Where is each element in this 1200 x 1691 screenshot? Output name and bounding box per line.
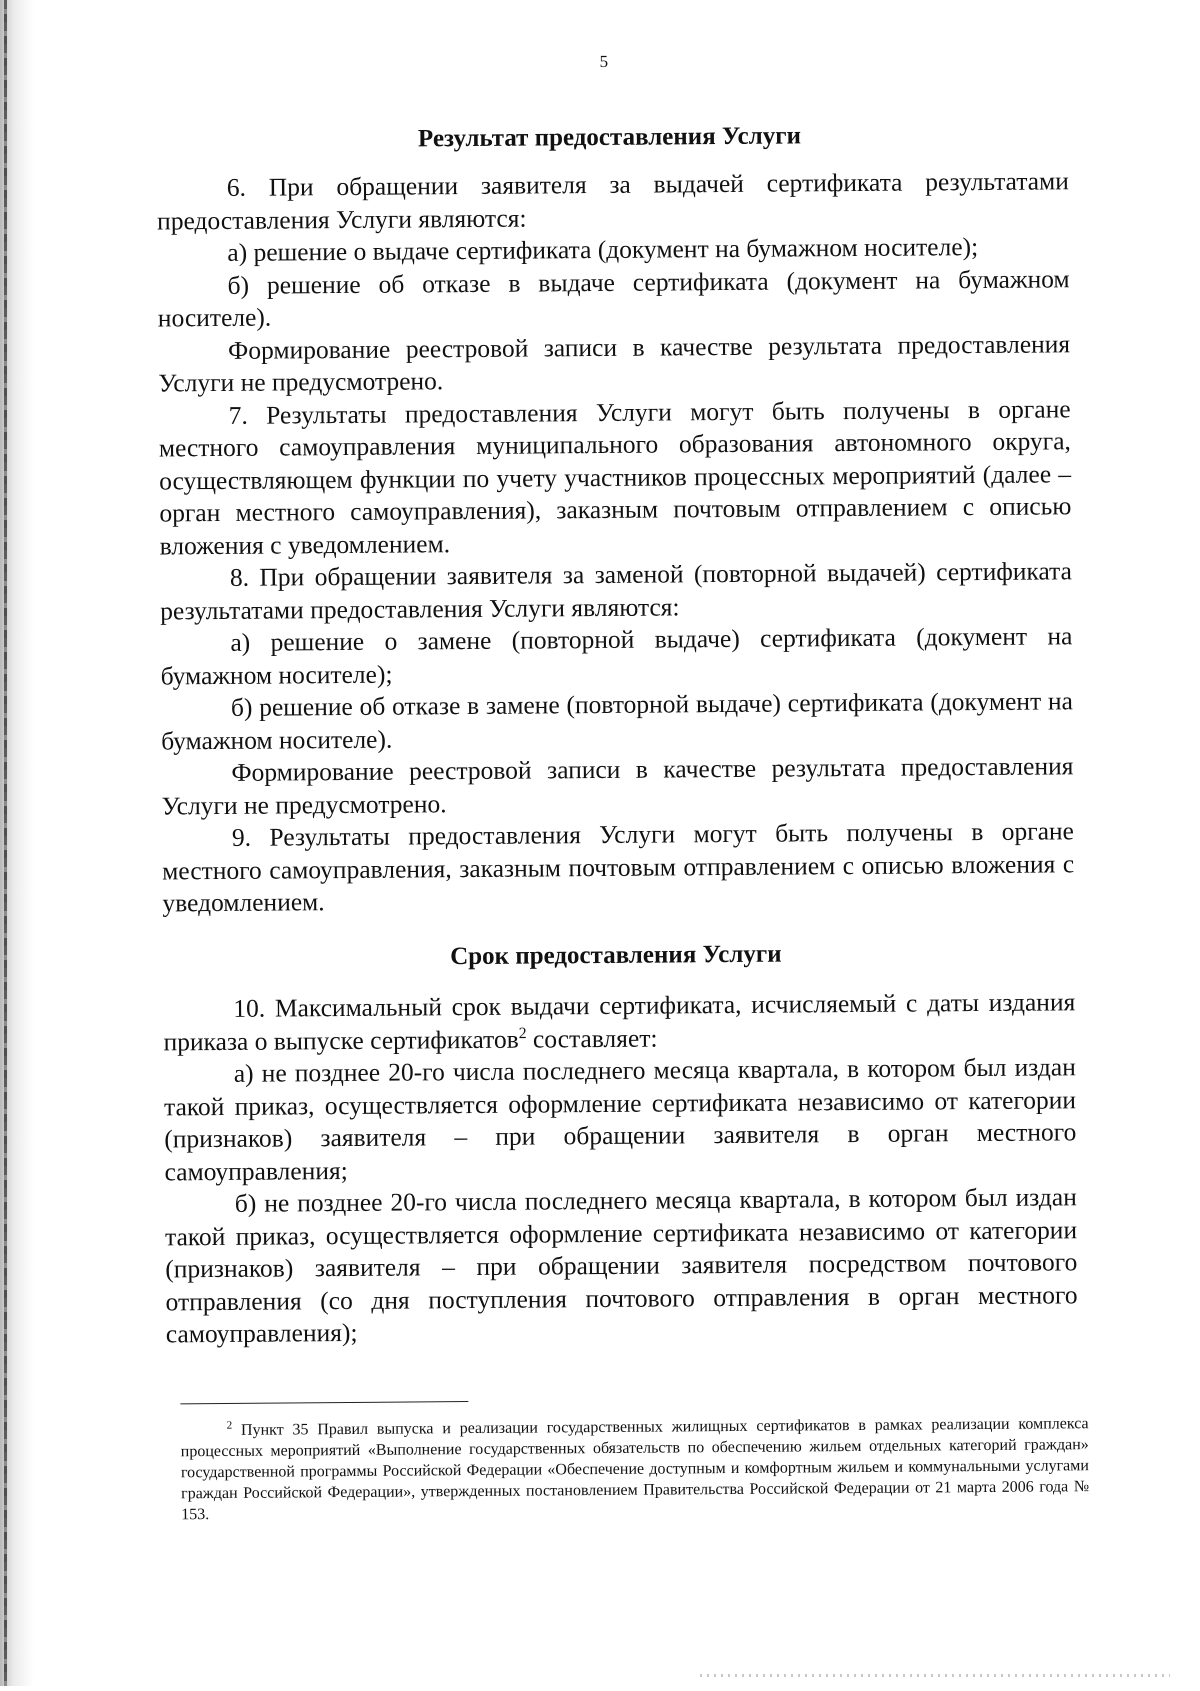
paragraph-6: 6. При обращении заявителя за выдачей сертификата результатами предоставления Услуги являются:	[156, 166, 1069, 235]
paragraph-8-registry-note: Формирование реестровой записи в качестве результата предоставления Услуги не предусмотрено.	[161, 751, 1074, 820]
footnote-separator	[180, 1401, 468, 1404]
footnote-marker: 2	[226, 1419, 233, 1432]
paragraph-10-text: 10. Максимальный срок выдачи сертификата, исчисляемый с даты издания приказа о выпуске сертификатов	[163, 987, 1076, 1056]
footnote-text: Пункт 35 Правил выпуска и реализации государственных жилищных сертификатов в рамках реализации комплекса процессных мероприятий «Выполнение государственных обязательств по обеспечению жильем отдельных категорий граждан» государственной программы Российской Федерации «Обеспечение доступным и комфортным жильем и коммунальными услугами граждан Российской Федерации», утвержденных постановлением Правительства Российской Федерации от 21 марта 2006 года № 153.	[180, 1415, 1090, 1524]
paragraph-6a: а) решение о выдаче сертификата (документ на бумажном носителе);	[227, 232, 979, 267]
paragraph-10b: б) не позднее 20-го числа последнего месяца квартала, в котором был издан такой приказ, осуществляется оформление сертификата независимо от категории (признаков) заявителя – при обращении заявителя посредством почтового отправления (со дня поступления почтового отправления в орган местного самоуправления);	[164, 1182, 1078, 1349]
paragraph-8b: б) решение об отказе в замене (повторной выдаче) сертификата (документ на бумажном носителе).	[161, 686, 1074, 755]
section-result-body	[157, 165, 1075, 920]
paragraph-6b: б) решение об отказе в выдаче сертификата (документ на бумажном носителе).	[157, 263, 1070, 333]
page-number: 5	[599, 51, 609, 71]
scan-noise	[700, 1674, 1170, 1677]
paragraph-10-tail: составляет:	[526, 1023, 658, 1054]
footnote	[181, 1413, 1090, 1525]
paragraph-8a: а) решение о замене (повторной выдаче) сертификата (документ на бумажном носителе);	[160, 621, 1073, 690]
paragraph-10	[163, 986, 1075, 1058]
section-term-body	[163, 986, 1078, 1351]
paragraph-10a: а) не позднее 20-го числа последнего месяца квартала, в котором был издан такой приказ, осуществляется оформление сертификата независимо от категории (признаков) заявителя – при обращении заявителя в орган местного самоуправления;	[163, 1052, 1077, 1186]
paragraph-8: 8. При обращении заявителя за заменой (повторной выдачей) сертификата результатами предоставления Услуги являются:	[160, 556, 1072, 625]
section-heading-result: Результат предоставления Услуги	[417, 122, 802, 153]
paragraph-9: 9. Результаты предоставления Услуги могут быть получены в органе местного самоуправления, заказным почтовым отправлением с описью вложения с уведомлением.	[162, 816, 1075, 918]
paragraph-7: 7. Результаты предоставления Услуги могут быть получены в органе местного самоуправления муниципального образования автономного округа, осуществляющем функции по учету участников процессных мероприятий (далее – орган местного самоуправления), заказным почтовым отправлением с описью вложения с уведомлением.	[158, 393, 1072, 560]
footnote-reference: 2	[518, 1024, 527, 1042]
section-heading-term: Срок предоставления Услуги	[450, 940, 782, 971]
paragraph-6-registry-note: Формирование реестровой записи в качестве результата предоставления Услуги не предусмотрено.	[158, 328, 1071, 398]
